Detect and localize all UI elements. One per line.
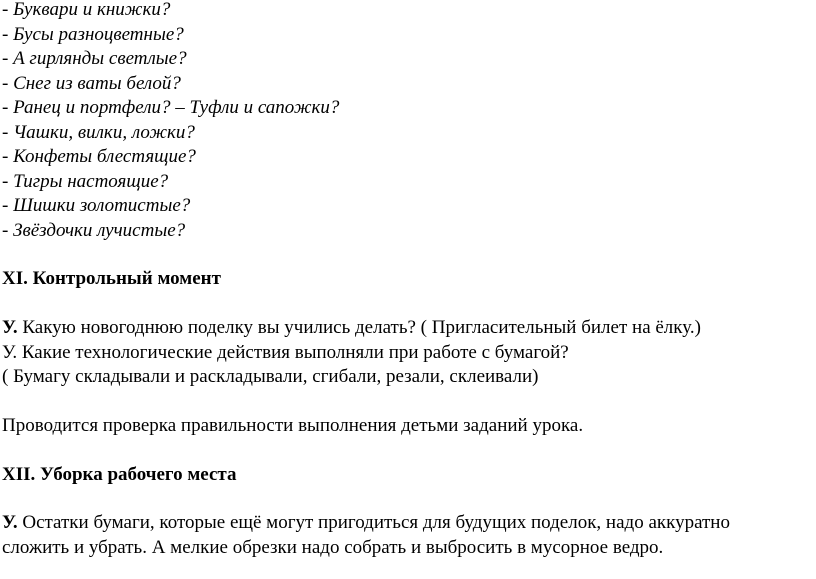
question-text: Какую новогоднюю поделку вы учились делать? ( Пригласительный билет на ёлку.) bbox=[17, 317, 701, 338]
teacher-marker: У. bbox=[2, 317, 18, 338]
quiz-item: - Бусы разноцветные? bbox=[2, 24, 184, 45]
cleanup-text: Остатки бумаги, которые ещё могут пригодиться для будущих поделок, надо аккуратно bbox=[17, 512, 730, 533]
cleanup-paragraph-line-1 bbox=[2, 511, 730, 535]
quiz-item: - Чашки, вилки, ложки? bbox=[2, 122, 195, 143]
student-answer: ( Бумагу складывали и раскладывали, сгибали, резали, склеивали) bbox=[2, 366, 539, 387]
teacher-question-2: У. Какие технологические действия выполняли при работе с бумагой? bbox=[2, 342, 569, 363]
teacher-question-1 bbox=[2, 316, 701, 340]
quiz-item: - Шишки золотистые? bbox=[2, 195, 191, 216]
quiz-item: - Звёздочки лучистые? bbox=[2, 220, 186, 241]
section-heading-control: XI. Контрольный момент bbox=[2, 268, 221, 289]
quiz-item: - Буквари и книжки? bbox=[2, 0, 171, 20]
check-paragraph: Проводится проверка правильности выполнения детьми заданий урока. bbox=[2, 415, 584, 436]
quiz-item: - Конфеты блестящие? bbox=[2, 146, 196, 167]
section-heading-cleanup: XII. Уборка рабочего места bbox=[2, 464, 237, 485]
quiz-item: - Тигры настоящие? bbox=[2, 171, 169, 192]
cleanup-paragraph-line-2: сложить и убрать. А мелкие обрезки надо собрать и выбросить в мусорное ведро. bbox=[2, 537, 664, 558]
quiz-item: - Ранец и портфели? – Туфли и сапожки? bbox=[2, 97, 340, 118]
quiz-item: - А гирлянды светлые? bbox=[2, 48, 187, 69]
quiz-item: - Снег из ваты белой? bbox=[2, 73, 181, 94]
teacher-marker: У. bbox=[2, 512, 18, 533]
